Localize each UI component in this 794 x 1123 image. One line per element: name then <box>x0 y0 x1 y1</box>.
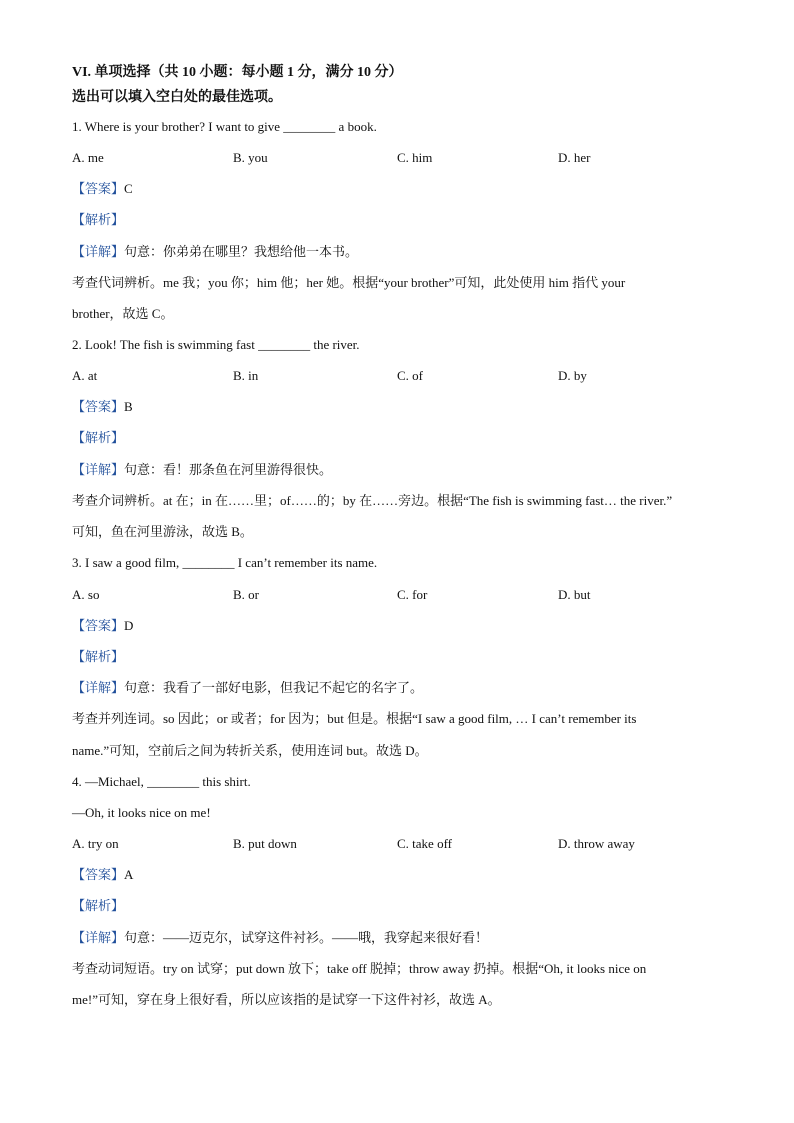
question-2-option-b: B. in <box>233 368 259 383</box>
question-4-stem-line-1: 4. —Michael, ________ this shirt. <box>72 774 251 789</box>
question-3-stem: 3. I saw a good film, ________ I can’t remember its name. <box>72 555 378 570</box>
question-1-option-c: C. him <box>397 150 433 165</box>
section-instruction: 选出可以填入空白处的最佳选项。 <box>72 90 282 105</box>
question-1-answer <box>72 181 133 197</box>
answer-label: 【答案】 <box>72 181 125 196</box>
question-2-explain-line-2: 可知，鱼在河里游泳，故选 B。 <box>72 524 253 539</box>
question-4-stem-line-2: —Oh, it looks nice on me! <box>72 805 211 820</box>
answer-label: 【答案】 <box>72 399 125 414</box>
detail-text: 句意：看！那条鱼在河里游得很快。 <box>124 462 333 477</box>
question-3-option-a: A. so <box>72 587 100 602</box>
section-heading: VI. 单项选择（共 10 小题：每小题 1 分，满分 10 分） <box>72 65 403 80</box>
question-3-detail <box>72 680 423 696</box>
detail-label: 【详解】 <box>72 244 125 259</box>
detail-text: 句意：我看了一部好电影，但我记不起它的名字了。 <box>124 680 424 695</box>
question-2-analysis-label: 【解析】 <box>72 430 125 445</box>
question-1-option-a: A. me <box>72 150 104 165</box>
question-3-explain-line-2: name.”可知，空前后之间为转折关系，使用连词 but。故选 D。 <box>72 743 428 758</box>
question-2-option-c: C. of <box>397 368 423 383</box>
detail-text: 句意：你弟弟在哪里？我想给他一本书。 <box>124 244 359 259</box>
question-1-explain-line-1: 考查代词辨析。me 我；you 你；him 他；her 她。根据“your brother”可知，此处使用 him 指代 your <box>72 275 626 290</box>
question-4-explain-line-2: me!”可知，穿在身上很好看，所以应该指的是试穿一下这件衬衫，故选 A。 <box>72 992 501 1007</box>
detail-label: 【详解】 <box>72 680 125 695</box>
answer-value: D <box>124 618 134 633</box>
question-4-option-d: D. throw away <box>558 836 635 851</box>
question-2-option-d: D. by <box>558 368 587 383</box>
question-1-stem: 1. Where is your brother? I want to give ________ a book. <box>72 119 377 134</box>
question-2-stem: 2. Look! The fish is swimming fast ________ the river. <box>72 337 360 352</box>
question-4-analysis-label: 【解析】 <box>72 898 125 913</box>
question-2-answer <box>72 399 133 415</box>
detail-label: 【详解】 <box>72 930 125 945</box>
question-4-option-b: B. put down <box>233 836 297 851</box>
detail-label: 【详解】 <box>72 462 125 477</box>
answer-label: 【答案】 <box>72 867 125 882</box>
detail-text: 句意：——迈克尔，试穿这件衬衫。——哦，我穿起来很好看！ <box>124 930 489 945</box>
answer-value: B <box>124 399 133 414</box>
question-2-detail <box>72 462 332 478</box>
question-3-option-b: B. or <box>233 587 259 602</box>
question-3-answer <box>72 618 133 634</box>
answer-value: C <box>124 181 133 196</box>
question-3-analysis-label: 【解析】 <box>72 649 125 664</box>
question-1-analysis-label: 【解析】 <box>72 212 125 227</box>
answer-value: A <box>124 867 134 882</box>
question-2-explain-line-1: 考查介词辨析。at 在；in 在……里；of……的；by 在……旁边。根据“The fish is swimming fast… the river.” <box>72 493 673 508</box>
question-1-detail <box>72 244 358 260</box>
question-4-detail <box>72 930 488 946</box>
question-2-option-a: A. at <box>72 368 98 383</box>
question-4-explain-line-1: 考查动词短语。try on 试穿；put down 放下；take off 脱掉；throw away 扔掉。根据“Oh, it looks nice on <box>72 961 647 976</box>
question-3-option-d: D. but <box>558 587 591 602</box>
question-4-option-a: A. try on <box>72 836 119 851</box>
question-1-option-b: B. you <box>233 150 268 165</box>
question-1-explain-line-2: brother，故选 C。 <box>72 306 174 321</box>
question-4-option-c: C. take off <box>397 836 452 851</box>
question-4-answer <box>72 867 133 883</box>
question-3-explain-line-1: 考查并列连词。so 因此；or 或者；for 因为；but 但是。根据“I saw a good film, … I can’t remember its <box>72 711 637 726</box>
question-1-option-d: D. her <box>558 150 591 165</box>
answer-label: 【答案】 <box>72 618 125 633</box>
question-3-option-c: C. for <box>397 587 428 602</box>
